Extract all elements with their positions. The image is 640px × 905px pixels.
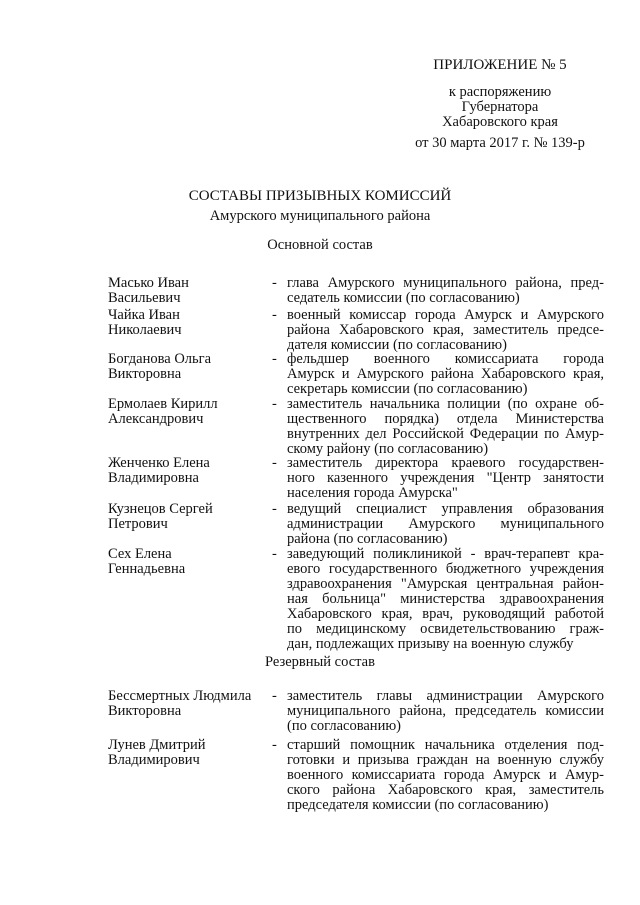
appendix-line: Хабаровского края <box>442 114 558 130</box>
dash: - <box>272 351 277 367</box>
section-label-main: Основной состав <box>267 237 373 253</box>
member-description: заведующий поликлиникой - врач-терапевт кра- евого государственного бюджетного учреждения здравоохранения "Амурская центральная район- ная больница" министерства здравоохранения Хабаровского края, врач, руководящий работой по медицинскому освидетельствованию граж- дан, подлежащих призыву на военную службу <box>287 546 604 652</box>
dash: - <box>272 275 277 291</box>
member-description: ведущий специалист управления образования администрации Амурского муниципального района (по согласованию) <box>287 501 604 547</box>
dash: - <box>272 737 277 753</box>
member-name: Ермолаев Кирилл Александрович <box>108 396 218 427</box>
member-description: заместитель главы администрации Амурского муниципального района, председатель комиссии (по согласованию) <box>287 688 604 734</box>
member-description: фельдшер военного комиссариата города Амурск и Амурского района Хабаровского края, секретарь комиссии (по согласованию) <box>287 351 604 397</box>
appendix-date: от 30 марта 2017 г. № 139-р <box>415 135 585 151</box>
document-title: СОСТАВЫ ПРИЗЫВНЫХ КОМИССИЙ <box>188 188 452 204</box>
document-subtitle: Амурского муниципального района <box>209 208 431 224</box>
member-name: Богданова Ольга Викторовна <box>108 351 212 382</box>
member-name: Чайка Иван Николаевич <box>108 307 182 338</box>
member-description: глава Амурского муниципального района, пред- седатель комиссии (по согласованию) <box>287 275 604 306</box>
dash: - <box>272 546 277 562</box>
member-description: военный комиссар города Амурск и Амурского района Хабаровского края, заместитель предсе- дателя комиссии (по согласованию) <box>287 307 604 353</box>
dash: - <box>272 396 277 412</box>
member-name: Лунев Дмитрий Владимирович <box>108 737 206 768</box>
dash: - <box>272 455 277 471</box>
appendix-line: Губернатора <box>461 99 539 115</box>
appendix-title: ПРИЛОЖЕНИЕ № 5 <box>433 57 567 73</box>
dash: - <box>272 501 277 517</box>
member-description: старший помощник начальника отделения под- готовки и призыва граждан на военную службу военного комиссариата города Амурск и Амур- ского района Хабаровского края, заместитель председателя комиссии (по согласованию) <box>287 737 604 813</box>
section-label-reserve: Резервный состав <box>265 654 375 670</box>
member-name: Женченко Елена Владимировна <box>108 455 210 486</box>
member-name: Бессмертных Людмила Викторовна <box>108 688 252 719</box>
appendix-block <box>400 58 600 151</box>
member-description: заместитель директора краевого государствен- ного казенного учреждения "Центр занятости населения города Амурска" <box>287 455 604 501</box>
member-name: Кузнецов Сергей Петрович <box>108 501 213 532</box>
dash: - <box>272 307 277 323</box>
dash: - <box>272 688 277 704</box>
member-name: Масько Иван Васильевич <box>108 275 189 306</box>
member-name: Сех Елена Геннадьевна <box>108 546 186 577</box>
member-description: заместитель начальника полиции (по охране об- щественного порядка) отдела Министерства внутренних дел Российской Федерации по Амур- скому району (по согласованию) <box>287 396 604 457</box>
appendix-line: к распоряжению <box>448 84 552 100</box>
